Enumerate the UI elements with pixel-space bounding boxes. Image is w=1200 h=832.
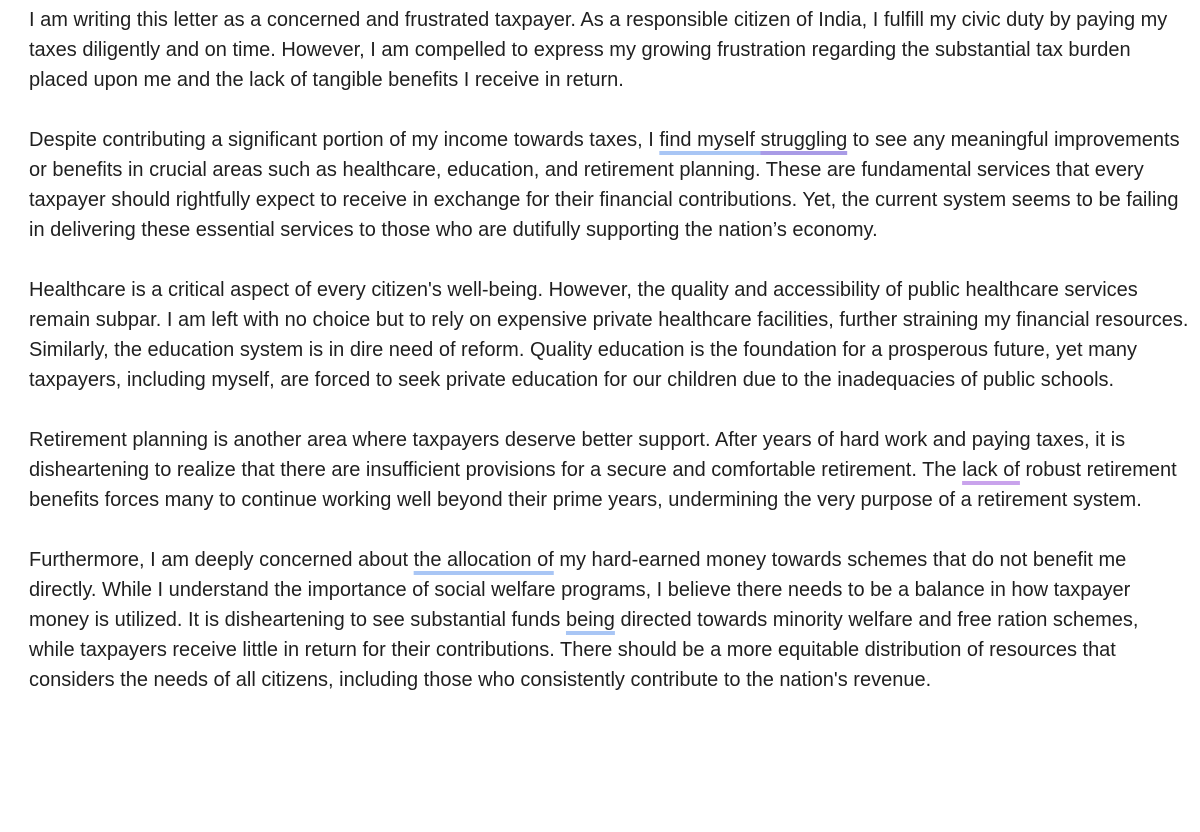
- suggestion-underline-being[interactable]: being: [565, 609, 615, 631]
- text-segment: directed towards minority welfare and free ration schemes, while taxpayers receive little in return for their contributions. There should be a more equitable distribution of resources that considers the needs of all citizens, including those who consistently contribute to the nation's revenue.: [29, 609, 1139, 691]
- text-segment: Furthermore, I am deeply concerned about: [29, 549, 414, 571]
- text-segment: my hard-earned money towards schemes that do not benefit me directly. While I understand the importance of social welfare programs, I believe there needs to be a balance in how taxpayer money is utilized. It is disheartening to see substantial funds: [29, 549, 1131, 631]
- text-segment: Retirement planning is another area where taxpayers deserve better support. After years of hard work and paying taxes, it is disheartening to realize that there are insufficient provisions for a secure and comfortable retirement. The: [29, 429, 1126, 481]
- suggestion-underline-struggling[interactable]: struggling: [760, 129, 848, 151]
- paragraph-1: [29, 5, 1189, 95]
- text-segment: Healthcare is a critical aspect of every citizen's well-being. However, the quality and accessibility of public healthcare services remain subpar. I am left with no choice but to rely on expensive private healthcare facilities, further straining my financial resources. Similarly, the education system is in dire need of reform. Quality education is the foundation for a prosperous future, yet many taxpayers, including myself, are forced to seek private education for our children due to the inadequacies of public schools.: [29, 279, 1189, 391]
- suggestion-underline-the-allocation-of[interactable]: the allocation of: [413, 549, 554, 571]
- paragraph-3: [29, 275, 1189, 395]
- text-segment: robust retirement benefits forces many to continue working well beyond their prime years, undermining the very purpose of a retirement system.: [29, 459, 1177, 511]
- suggestion-underline-find-myself[interactable]: find myself: [659, 129, 761, 151]
- letter-body: [29, 5, 1189, 695]
- paragraph-4: [29, 425, 1189, 515]
- text-segment: Despite contributing a significant portion of my income towards taxes, I: [29, 129, 660, 151]
- paragraph-5: [29, 545, 1189, 695]
- paragraph-2: [29, 125, 1189, 245]
- text-segment: to see any meaningful improvements or benefits in crucial areas such as healthcare, education, and retirement planning. These are fundamental services that every taxpayer should rightfully expect to receive in exchange for their financial contributions. Yet, the current system seems to be failing in delivering these essential services to those who are dutifully supporting the nation’s economy.: [29, 129, 1180, 241]
- suggestion-underline-lack-of[interactable]: lack of: [962, 459, 1020, 481]
- text-segment: I am writing this letter as a concerned and frustrated taxpayer. As a responsible citizen of India, I fulfill my civic duty by paying my taxes diligently and on time. However, I am compelled to express my growing frustration regarding the substantial tax burden placed upon me and the lack of tangible benefits I receive in return.: [29, 9, 1168, 91]
